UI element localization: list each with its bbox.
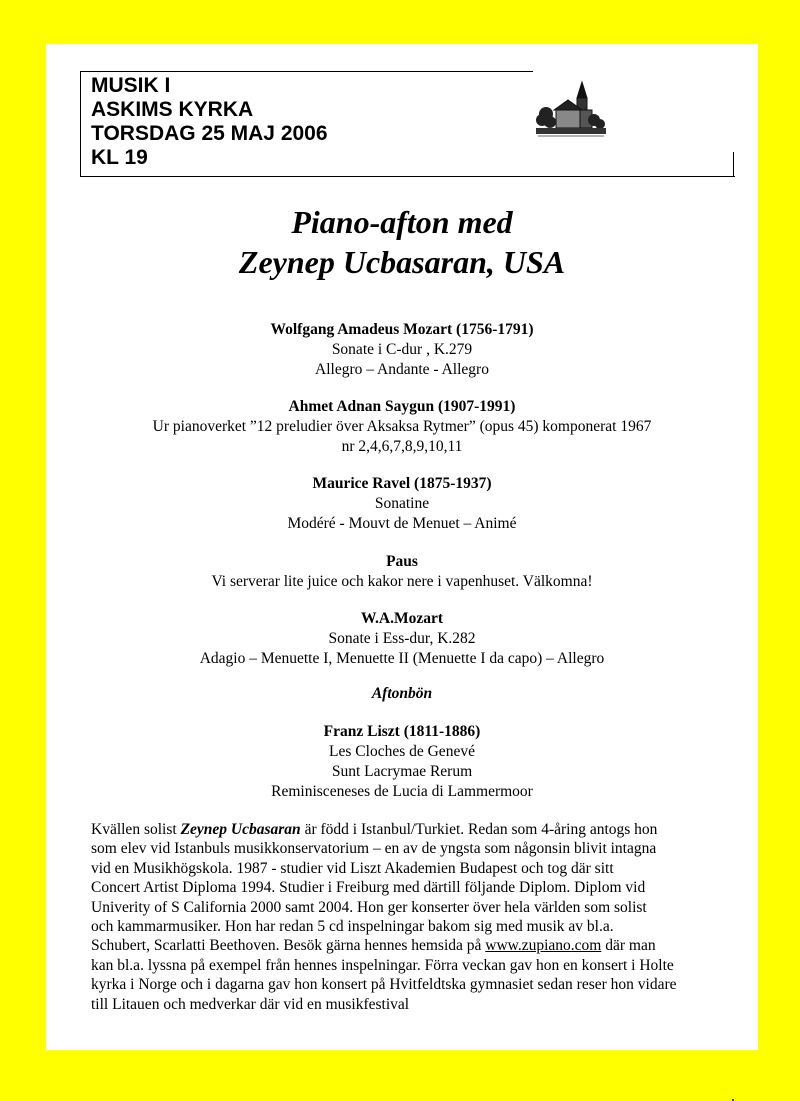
title-line-2: Zeynep Ucbasaran, USA: [238, 244, 566, 280]
ravel-work: Sonatine: [374, 495, 430, 512]
bio-line-7: Schubert, Scarlatti Beethoven. Besök gärna hennes hemsida på www.zupiano.com där man: [91, 937, 656, 955]
header-box: [80, 71, 533, 177]
bio-line-6: och kammarmusiker. Hon har redan 5 cd inspelningar bakom sig med musik av bl.a.: [91, 918, 614, 936]
bio-line-10: till Litauen och medverkar där vid en musikfestival: [91, 995, 410, 1013]
saygun-work: Ur pianoverket ”12 preludier över Aksaksa Rytmer” (opus 45) komponerat 1967: [152, 418, 652, 435]
mozart1-work: Sonate i C-dur , K.279: [331, 341, 473, 358]
bio-line-8: kan bl.a. lyssna på exempel från hennes inspelningar. Förra veckan gav hon en konsert i Holte: [91, 956, 674, 974]
header-line-1: MUSIK I: [91, 74, 171, 97]
title-line-1: Piano-afton med: [291, 204, 513, 240]
pause-text: Vi serverar lite juice och kakor nere i vapenhuset. Välkomna!: [211, 573, 593, 590]
bio-line-9: kyrka i Norge och i dagarna gav hon konsert på Hvitfeldtska gymnasiet sedan reser hon vidare: [91, 976, 677, 994]
mozart1-movements: Allegro – Andante - Allegro: [315, 361, 489, 378]
bio-line-1: Kvällen solist Zeynep Ucbasaran är född i Istanbul/Turkiet. Redan som 4-åring antogs hon: [91, 821, 658, 838]
saygun-composer: Ahmet Adnan Saygun (1907-1991): [288, 398, 516, 415]
liszt-composer: Franz Liszt (1811-1886): [323, 723, 481, 740]
header-line-4: KL 19: [91, 146, 148, 169]
program-sheet: [46, 44, 758, 1050]
website-link[interactable]: www.zupiano.com: [485, 937, 602, 955]
bio-line-2: som elev vid Istanbuls musikkonservatorium – en av de yngsta som någonsin blivit intagna: [91, 840, 657, 858]
mozart2-work: Sonate i Ess-dur, K.282: [328, 630, 476, 647]
header-right-rule: [733, 152, 734, 177]
header-line-2: ASKIMS KYRKA: [91, 98, 254, 121]
bio-line-3: vid en Musikhögskola. 1987 - studier vid Liszt Akademien Budapest och tog där sitt: [91, 859, 614, 877]
header-bottom-rule: [80, 176, 735, 177]
bio-line-5: Univerity of S California 2000 samt 2004. Hon ger konserter över hela världen som solist: [91, 898, 647, 916]
mozart2-movements: Adagio – Menuette I, Menuette II (Menuette I da capo) – Allegro: [199, 650, 605, 667]
liszt-work-3: Reminisceneses de Lucia di Lammermoor: [271, 783, 533, 800]
saygun-numbers: nr 2,4,6,7,8,9,10,11: [341, 438, 463, 455]
soloist-name: Zeynep Ucbasaran: [180, 821, 301, 838]
aftonbon-heading: Aftonbön: [371, 685, 433, 702]
church-icon: [536, 80, 606, 142]
ravel-movements: Modéré - Mouvt de Menuet – Animé: [287, 515, 517, 532]
mozart1-composer: Wolfgang Amadeus Mozart (1756-1791): [270, 321, 534, 338]
bio-line-4: Concert Artist Diploma 1994. Studier i Freiburg med därtill följande Diplom. Diplom vid: [91, 879, 646, 897]
header-line-3: TORSDAG 25 MAJ 2006: [91, 122, 328, 145]
mozart2-composer: W.A.Mozart: [360, 610, 444, 627]
liszt-work-1: Les Cloches de Genevé: [329, 743, 475, 760]
pause-heading: Paus: [386, 553, 418, 570]
bio-paragraph: [91, 820, 731, 1014]
liszt-work-2: Sunt Lacrymae Rerum: [331, 763, 473, 780]
ravel-composer: Maurice Ravel (1875-1937): [312, 475, 492, 492]
